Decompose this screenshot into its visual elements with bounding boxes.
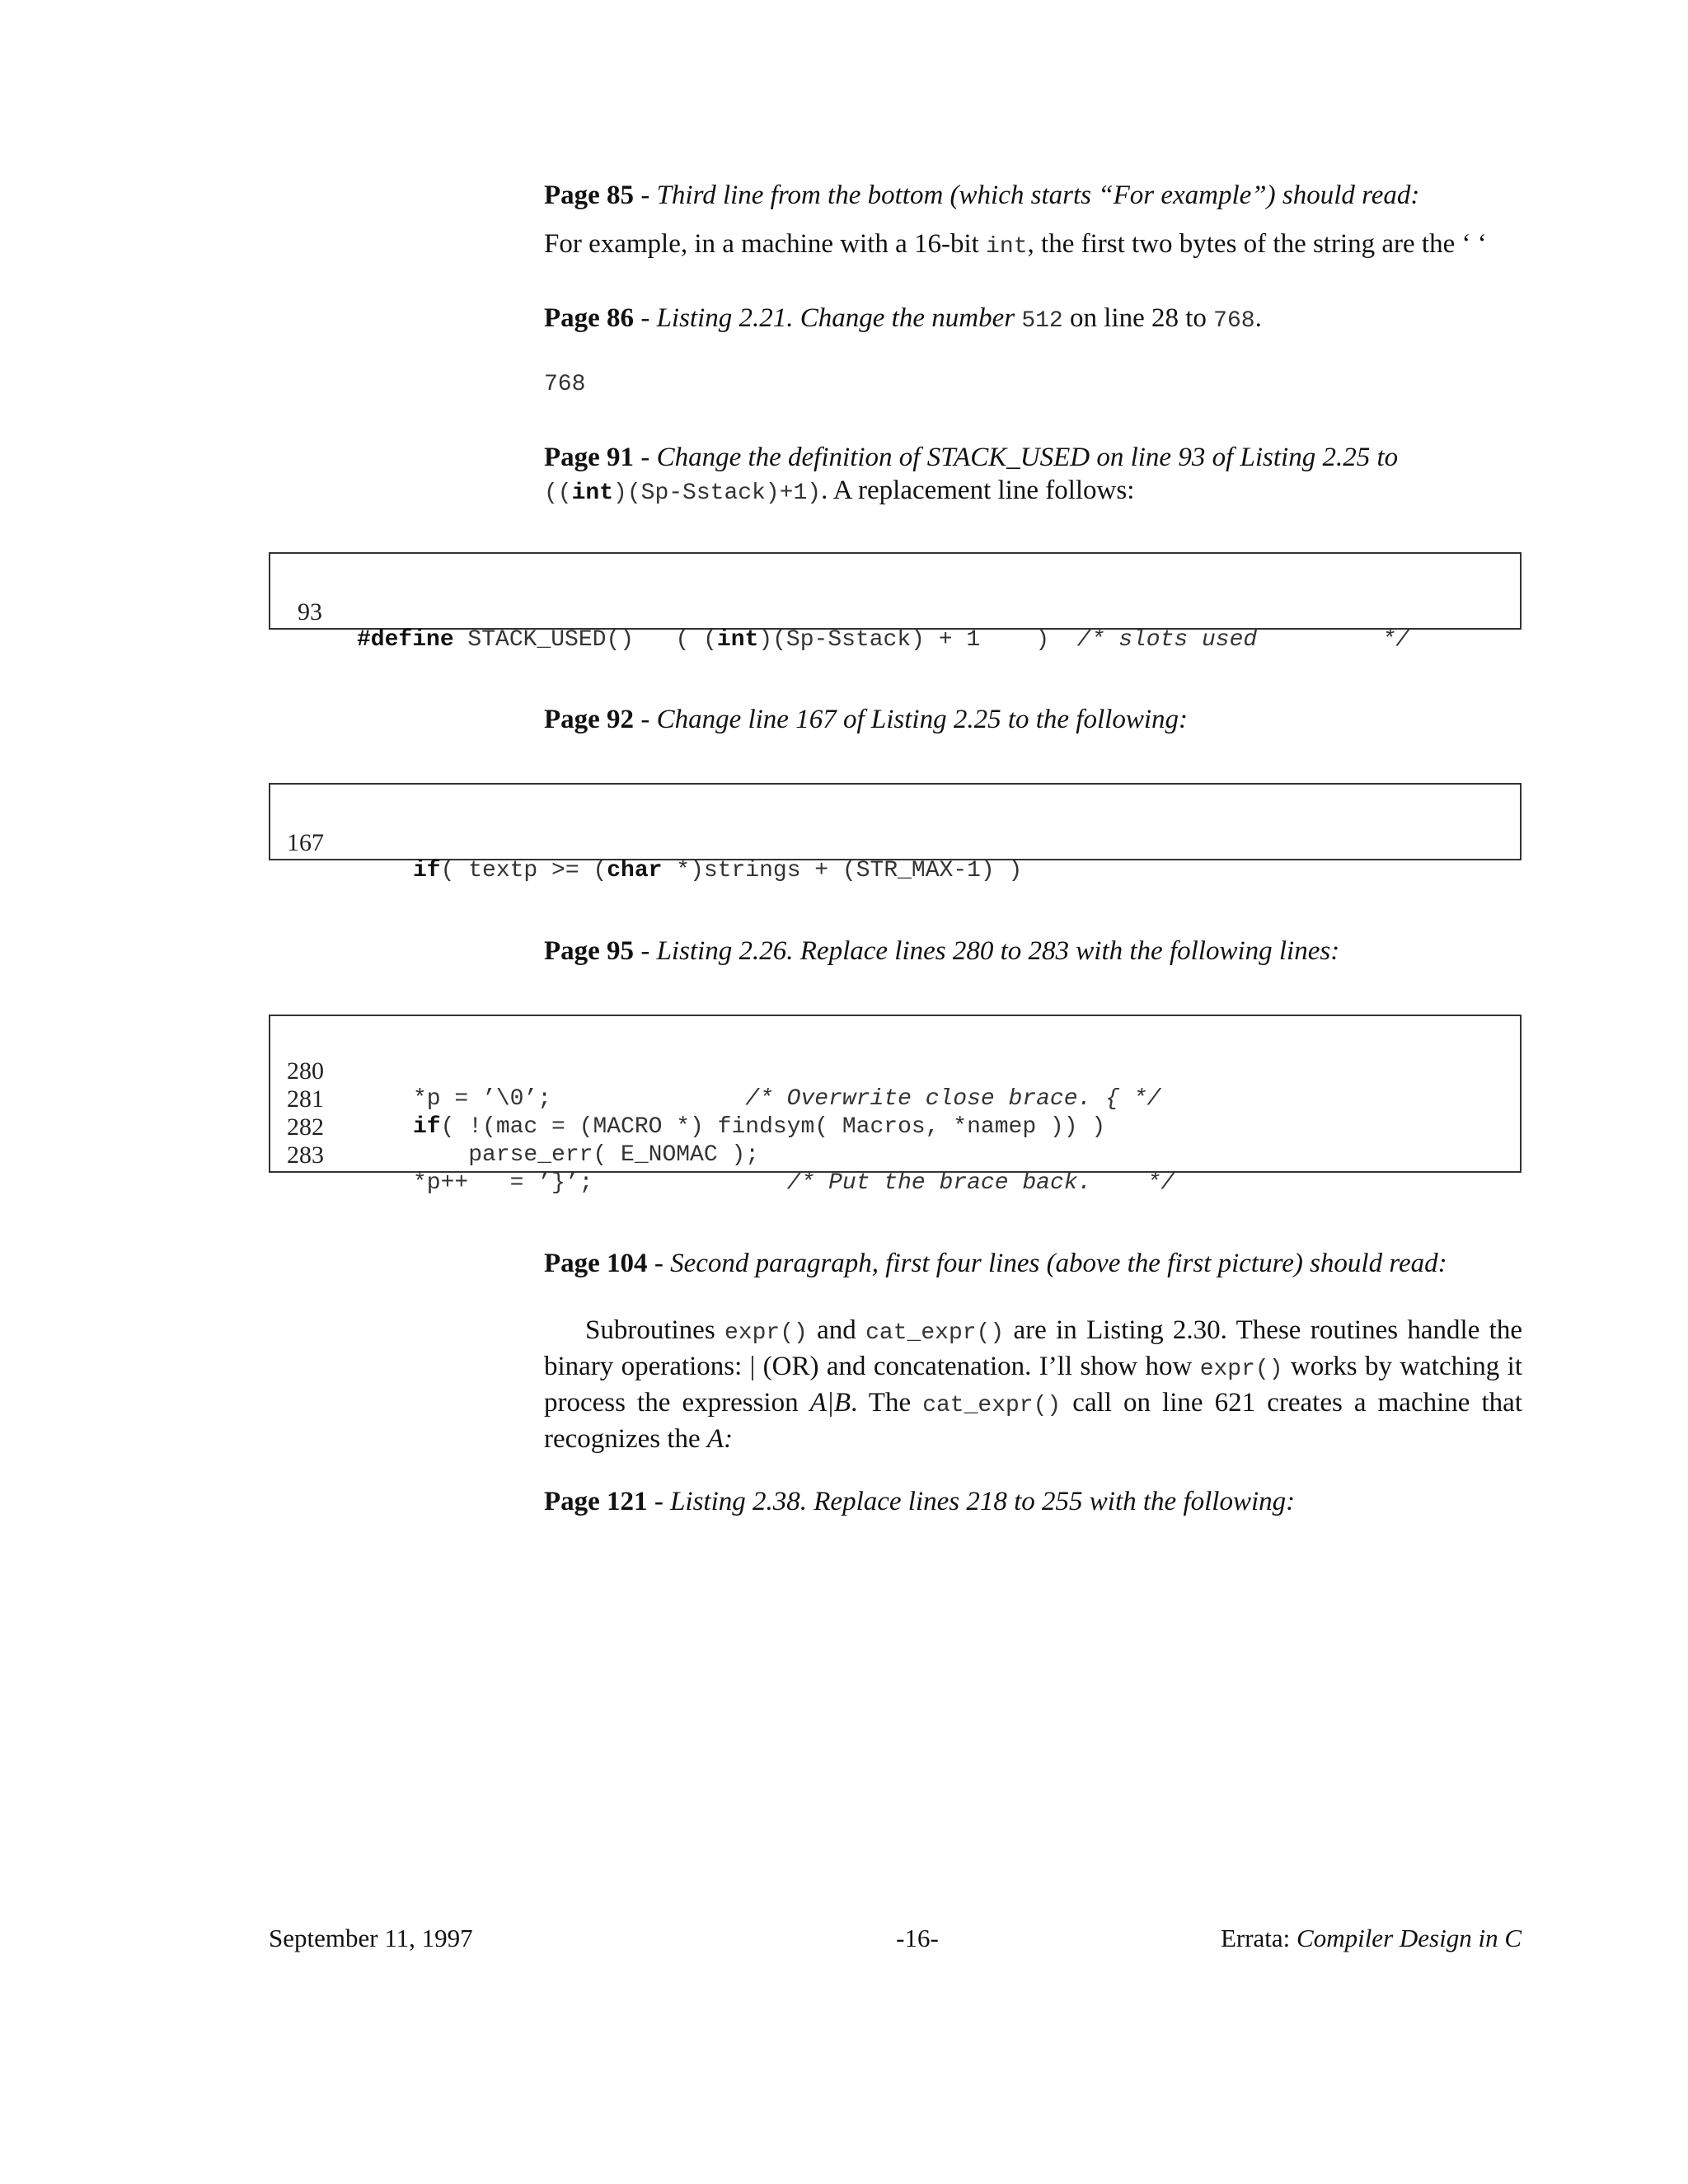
entry-body-page-85	[544, 227, 1522, 264]
inline-code: 768	[1213, 308, 1255, 334]
code-listing-line-93	[269, 552, 1522, 653]
inline-code: 512	[1021, 308, 1063, 334]
page-ref: Page 121	[544, 1487, 648, 1516]
code-text: if( !(mac = (MACRO *) findsym( Macros, *namep )) )	[413, 1114, 1106, 1140]
entry-description: Second paragraph, first four lines (above the first picture) should read:	[670, 1249, 1447, 1278]
separator: -	[647, 1249, 671, 1278]
inline-code: expr()	[1199, 1357, 1283, 1382]
entry-body-page-104: Subroutines expr() and cat_expr() are in Listing 2.30. These routines handle the binary operations: | (OR) and concatenation. I’ll show how expr() works by watching it process the expression A|B. The cat_expr() call on line 621 creates a machine that recognizes the A:	[544, 1315, 1522, 1454]
inline-code: expr()	[724, 1320, 808, 1346]
entry-heading-page-85	[544, 179, 1522, 212]
footer-page-number: -16-	[896, 1924, 939, 1952]
body-text: .	[1254, 303, 1262, 333]
entry-heading-page-86	[544, 302, 1522, 338]
code-text: #define STACK_USED() ( (int)(Sp-Sstack) + 1 ) /* slots used */	[357, 627, 1410, 653]
page-ref: Page 95	[544, 936, 635, 966]
line-number: 281	[287, 1085, 324, 1113]
entry-heading-page-104	[544, 1247, 1522, 1280]
code-listing-lines-280-283	[269, 1015, 1522, 1196]
page-ref: Page 104	[544, 1249, 648, 1278]
entry-description: Listing 2.26. Replace lines 280 to 283 with the following lines:	[656, 936, 1340, 966]
entry-heading-page-91	[544, 441, 1522, 510]
body-text: , the first two bytes of the string are the ‘ ‘	[1027, 229, 1487, 259]
code-line	[270, 570, 1410, 653]
code-line	[270, 801, 1023, 883]
body-text: . A replacement line follows:	[821, 476, 1135, 505]
separator: -	[634, 705, 657, 734]
line-number: 283	[287, 1141, 324, 1169]
inline-code: int	[986, 234, 1028, 260]
line-number: 282	[287, 1113, 324, 1141]
separator: -	[634, 180, 657, 210]
entry-heading-page-95	[544, 935, 1522, 968]
body-text: on line 28 to	[1062, 303, 1214, 333]
code-text: parse_err( E_NOMAC );	[413, 1142, 760, 1168]
inline-code: ((int)(Sp-Sstack)+1)	[544, 480, 822, 506]
inline-code: cat_expr()	[865, 1320, 1005, 1346]
body-text: For example, in a machine with a 16-bit	[544, 229, 987, 259]
entry-description: Change the definition of STACK_USED on line 93 of Listing 2.25 to	[656, 443, 1399, 472]
entry-heading-page-92	[544, 703, 1522, 736]
code-text: *p++ = ’}’; /* Put the brace back. */	[413, 1170, 1175, 1196]
line-number: 167	[287, 829, 324, 856]
code-listing-line-167	[269, 783, 1522, 883]
errata-label: Errata:	[1220, 1924, 1297, 1952]
separator: -	[634, 303, 657, 333]
entry-description: Listing 2.38. Replace lines 218 to 255 with the following:	[670, 1487, 1296, 1516]
entry-description: Listing 2.21. Change the number	[656, 303, 1022, 333]
page-ref: Page 86	[544, 303, 635, 333]
entry-heading-page-121	[544, 1485, 1522, 1518]
separator: -	[634, 443, 657, 472]
footer-date: September 11, 1997	[269, 1924, 473, 1952]
line-number: 280	[287, 1057, 324, 1085]
page-ref: Page 92	[544, 705, 635, 734]
page-ref: Page 85	[544, 180, 635, 210]
inline-code: cat_expr()	[922, 1393, 1062, 1418]
entry-description: Change line 167 of Listing 2.25 to the following:	[656, 705, 1188, 734]
separator: -	[634, 936, 657, 966]
page-ref: Page 91	[544, 443, 635, 472]
footer-title	[1221, 1922, 1522, 1955]
line-number: 93	[298, 598, 322, 626]
book-title: Compiler Design in C	[1296, 1924, 1522, 1952]
code-text: if( textp >= (char *)strings + (STR_MAX-1) )	[413, 858, 1023, 883]
entry-description: Third line from the bottom (which starts “For example”) should read:	[656, 180, 1420, 210]
standalone-code-768: 768	[544, 372, 586, 397]
code-text: *p = ’\0’; /* Overwrite close brace. { */	[413, 1086, 1161, 1112]
separator: -	[647, 1487, 671, 1516]
